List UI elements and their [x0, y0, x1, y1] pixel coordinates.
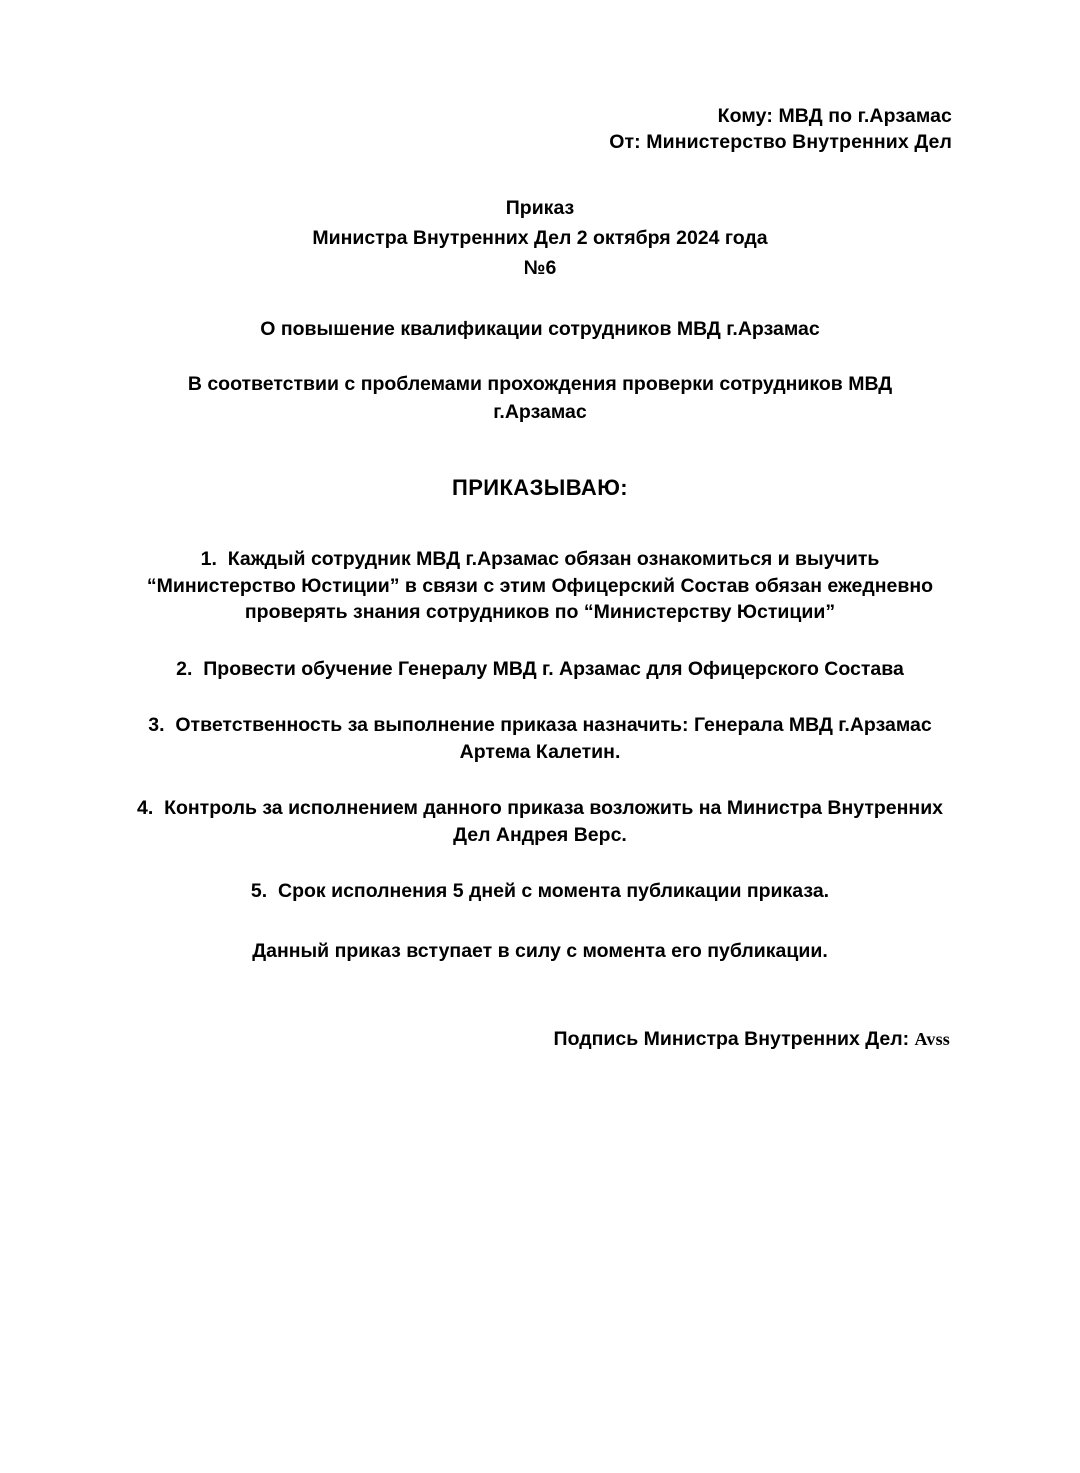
order-item: Провести обучение Генералу МВД г. Арзамас для Офицерского Состава: [203, 657, 904, 680]
addressee-to-line: Кому: МВД по г.Арзамас: [717, 105, 952, 127]
document-subject: О повышение квалификации сотрудников МВД г.Арзамас: [260, 318, 820, 340]
order-heading: ПРИКАЗЫВАЮ:: [451, 475, 629, 500]
document-basis: В соответствии с проблемами прохождения проверки сотрудников МВД г.Арзамас: [187, 373, 893, 423]
order-item: Срок исполнения 5 дней с момента публикации приказа.: [278, 880, 830, 902]
order-item: Каждый сотрудник МВД г.Арзамас обязан ознакомиться и выучить “Министерство Юстиции” в связи с этим Офицерский Состав обязан ежедневно проверять знания сотрудников по “Министерству Юстиции”: [146, 548, 934, 623]
title-order-word: Приказ: [505, 197, 575, 219]
document-body: [128, 0, 952, 1052]
signature-name: Avss: [914, 1028, 950, 1049]
signature-label: Подпись Министра Внутренних Дел:: [553, 1027, 910, 1050]
addressee-from-line: От: Министерство Внутренних Дел: [609, 131, 952, 153]
document-closing-statement: Данный приказ вступает в силу с момента его публикации.: [252, 939, 828, 962]
title-order-number: №6: [523, 257, 557, 279]
document-title-block: [128, 193, 952, 283]
order-item: Ответственность за выполнение приказа назначить: Генерала МВД г.Арзамас Артема Калетин.: [175, 714, 932, 763]
addressee-block: [128, 103, 952, 155]
order-items-list: [128, 546, 952, 905]
signature-block: [128, 1026, 952, 1052]
title-issuer-and-date: Министра Внутренних Дел 2 октября 2024 года: [312, 227, 768, 249]
order-item: Контроль за исполнением данного приказа возложить на Министра Внутренних Дел Андрея Верс.: [164, 797, 944, 846]
